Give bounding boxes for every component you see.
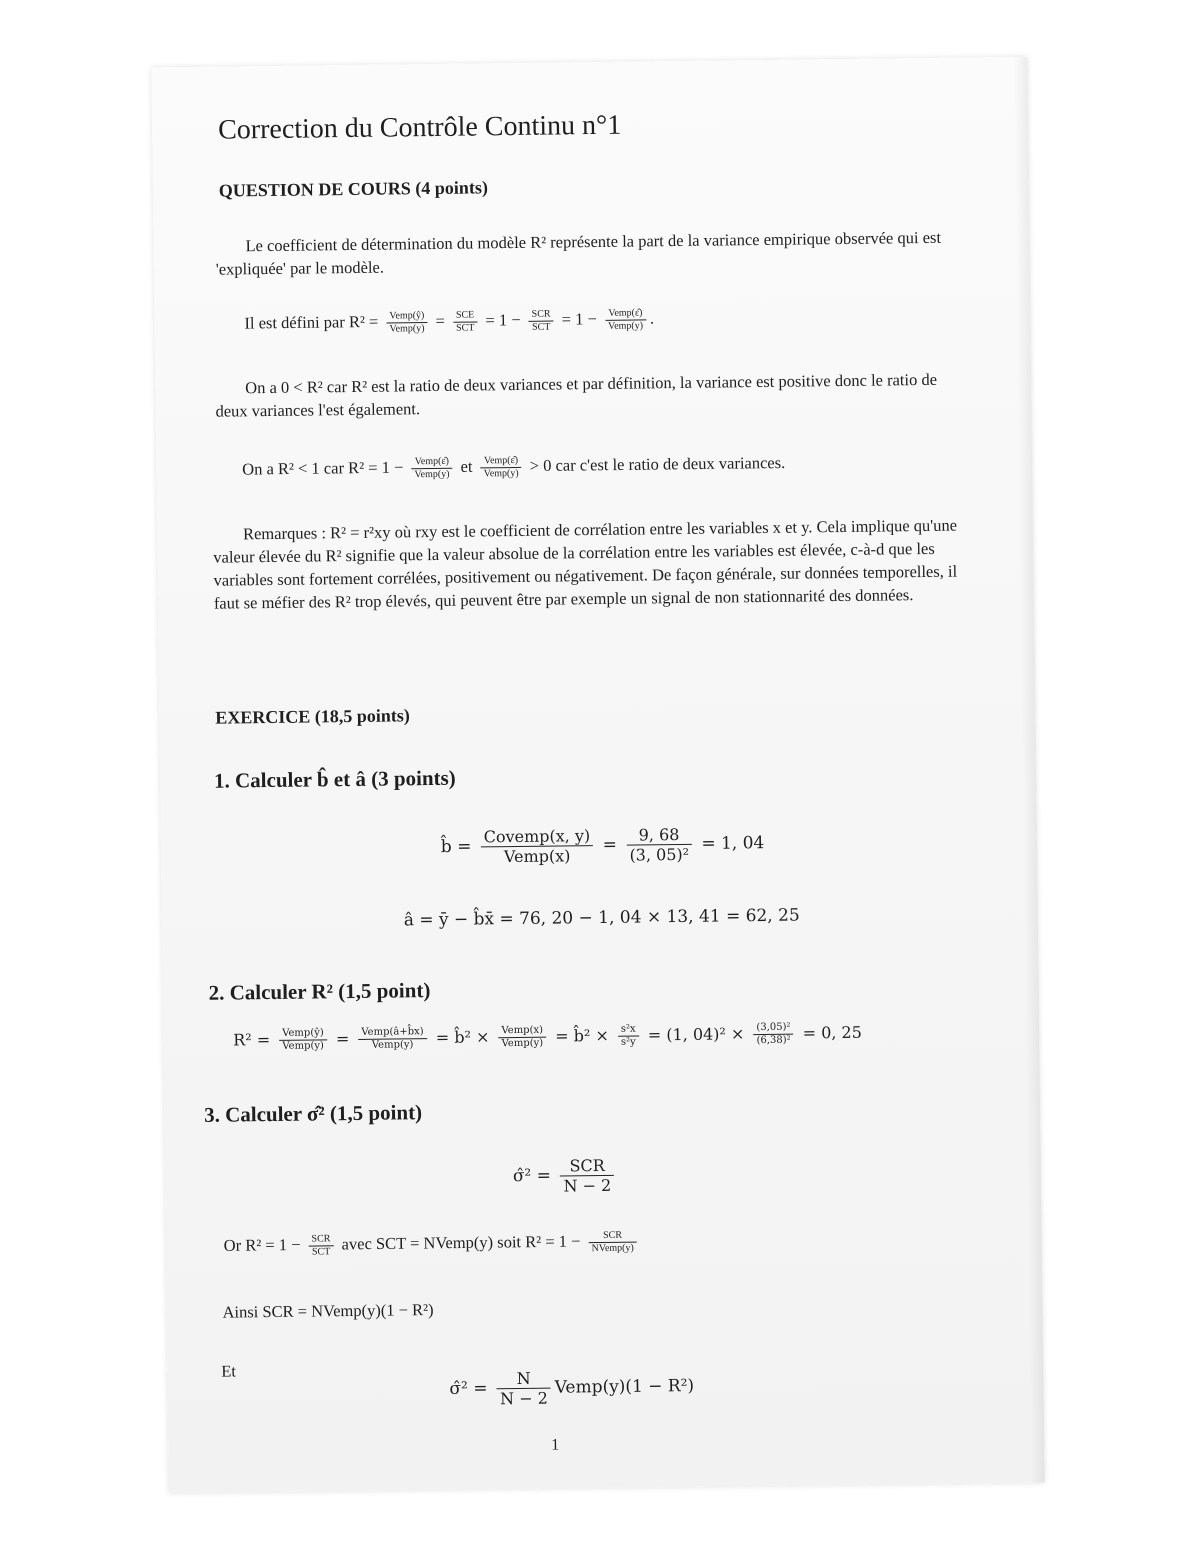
r2-fraction-1: $\frac{\text{Vemp(ŷ)}}{\text{Vemp(y)}}$ — [279, 1027, 327, 1053]
def-fraction-3: $\frac{\text{SCR}}{\text{SCT}}$ — [529, 309, 554, 334]
b-fraction-2: $\frac{9, 68}{\text{(3, 05)²}}$ — [626, 825, 692, 865]
or-fraction-1: $\frac{\text{SCR}}{\text{SCT}}$ — [308, 1233, 333, 1258]
page-number: 1 — [551, 1436, 560, 1454]
sigma-final-equation: σ̂² = $\frac{N}{N - 2}$ Vemp(y)(1 − R²) — [449, 1368, 695, 1409]
def-prefix: Il est défini par R² = — [244, 311, 379, 333]
document-title: Correction du Contrôle Continu n°1 — [217, 109, 622, 146]
r2-fraction-2: $\frac{\text{Vemp(â+b̂x)}}{\text{Vemp(y)}}$ — [358, 1026, 427, 1052]
exercice-heading: EXERCICE (18,5 points) — [215, 705, 410, 728]
b-hat-equation: b̂ = $\frac{\text{Covemp(x, y)}}{\text{Vemp(x)}}$ = $\frac{9, 68}{\text{(3, 05)²}}$ = 1, 04 — [440, 825, 765, 867]
r2-definition: Il est défini par R² = $\frac{\text{Vemp(ŷ)}}{\text{Vemp(y)}}$ = $\frac{\text{SCE}}{\text{SCT}}$ = 1 − $\frac{\text{SCR}}{\text{SCT}}$ = 1 − $\frac{\text{Vemp(ε̂)}}{\text{Vemp(y)}}$ . — [244, 307, 655, 335]
b-fraction-1: $\frac{\text{Covemp(x, y)}}{\text{Vemp(x)}}$ — [481, 826, 594, 867]
r2-fraction-4: $\frac{\text{s²x}}{\text{s²y}}$ — [618, 1024, 639, 1049]
r2-fraction-5: $\frac{\text{(3,05)²}}{\text{(6,38)²}}$ — [753, 1022, 793, 1047]
sigma-definition: σ̂² = $\frac{\text{SCR}}{N - 2}$ — [513, 1156, 619, 1197]
page-edge-shadow — [1013, 57, 1044, 1483]
def-fraction-2: $\frac{\text{SCE}}{\text{SCT}}$ — [453, 309, 478, 334]
or-fraction-2: $\frac{\text{SCR}}{\text{NVemp(y)}}$ — [588, 1230, 637, 1256]
para3-fraction-2: $\frac{\text{Vemp(ε̂)}}{\text{Vemp(y)}}$ — [480, 455, 521, 480]
cours-paragraph-1: Le coefficient de détermination du modèle R² représente la part de la variance empirique observée qui est 'expliquée' par le modèle. — [215, 227, 942, 279]
def-fraction-1: $\frac{\text{Vemp(ŷ)}}{\text{Vemp(y)}}$ — [386, 310, 427, 335]
a-hat-equation: â = ȳ − b̂x̄ = 76, 20 − 1, 04 × 13, 41 = 62, 25 — [403, 905, 800, 931]
r2-computation: R² = $\frac{\text{Vemp(ŷ)}}{\text{Vemp(y)}}$ = $\frac{\text{Vemp(â+b̂x)}}{\text{Vemp(y)}}$ = b̂² × $\frac{\text{Vemp(x)}}{\text{Vemp(y)}}$ = b̂² × $\frac{\text{s²x}}{\text{s²y}}$ = (1, 04)² × $\frac{\text{(3,05)²}}{\text{(6,38)²}}$ = 0, 25 — [233, 1021, 862, 1052]
et-label: Et — [221, 1361, 237, 1381]
sigma-fraction: $\frac{\text{SCR}}{N - 2}$ — [560, 1156, 614, 1196]
q1-title: 1. Calculer b̂ et â (3 points) — [213, 765, 456, 793]
document-page — [151, 57, 1044, 1494]
q2-title: 2. Calculer R² (1,5 point) — [208, 978, 431, 1005]
r2-upper-bound: On a R² < 1 car R² = 1 − $\frac{\text{Vemp(ε̂)}}{\text{Vemp(y)}}$ et $\frac{\text{Vemp(ε̂)}}{\text{Vemp(y)}}$ > 0 car c'est le ratio de deux variances. — [242, 452, 786, 481]
def-mid-2: = 1 − — [561, 309, 597, 329]
ainsi-line: Ainsi SCR = NVemp(y)(1 − R²) — [222, 1300, 434, 1322]
or-r2-relation: Or R² = 1 − $\frac{\text{SCR}}{\text{SCT}}$ avec SCT = NVemp(y) soit R² = 1 − $\frac{\text{SCR}}{\text{NVemp(y)}}$ — [224, 1230, 641, 1260]
q3-title: 3. Calculer σ̂² (1,5 point) — [203, 1100, 423, 1127]
para3-fraction-1: $\frac{\text{Vemp(ε̂)}}{\text{Vemp(y)}}$ — [411, 456, 452, 481]
cours-paragraph-2: On a 0 < R² car R² est la ratio de deux variances et par définition, la variance est positive donc le ratio de deux variances l'est également. — [215, 369, 938, 421]
r2-fraction-3: $\frac{\text{Vemp(x)}}{\text{Vemp(y)}}$ — [498, 1025, 546, 1051]
def-fraction-4: $\frac{\text{Vemp(ε̂)}}{\text{Vemp(y)}}$ — [605, 307, 646, 332]
def-mid: = 1 − — [485, 310, 521, 330]
cours-remarques: Remarques : R² = r²xy où rxy est le coefficient de corrélation entre les variables x et y. Cela implique qu'une valeur élevée du R² signifie que la valeur absolue de la corrélation entre les variables est élevée, c-à-d que les variables sont fortement corrélées, positivement ou négativement. De façon générale, sur données temporelles, il faut se méfier des R² trop élevés, qui peuvent être par exemple un signal de non stationnarité des données. — [213, 515, 958, 613]
final-fraction: $\frac{N}{N - 2}$ — [497, 1369, 551, 1409]
cours-heading: QUESTION DE COURS (4 points) — [218, 177, 488, 201]
